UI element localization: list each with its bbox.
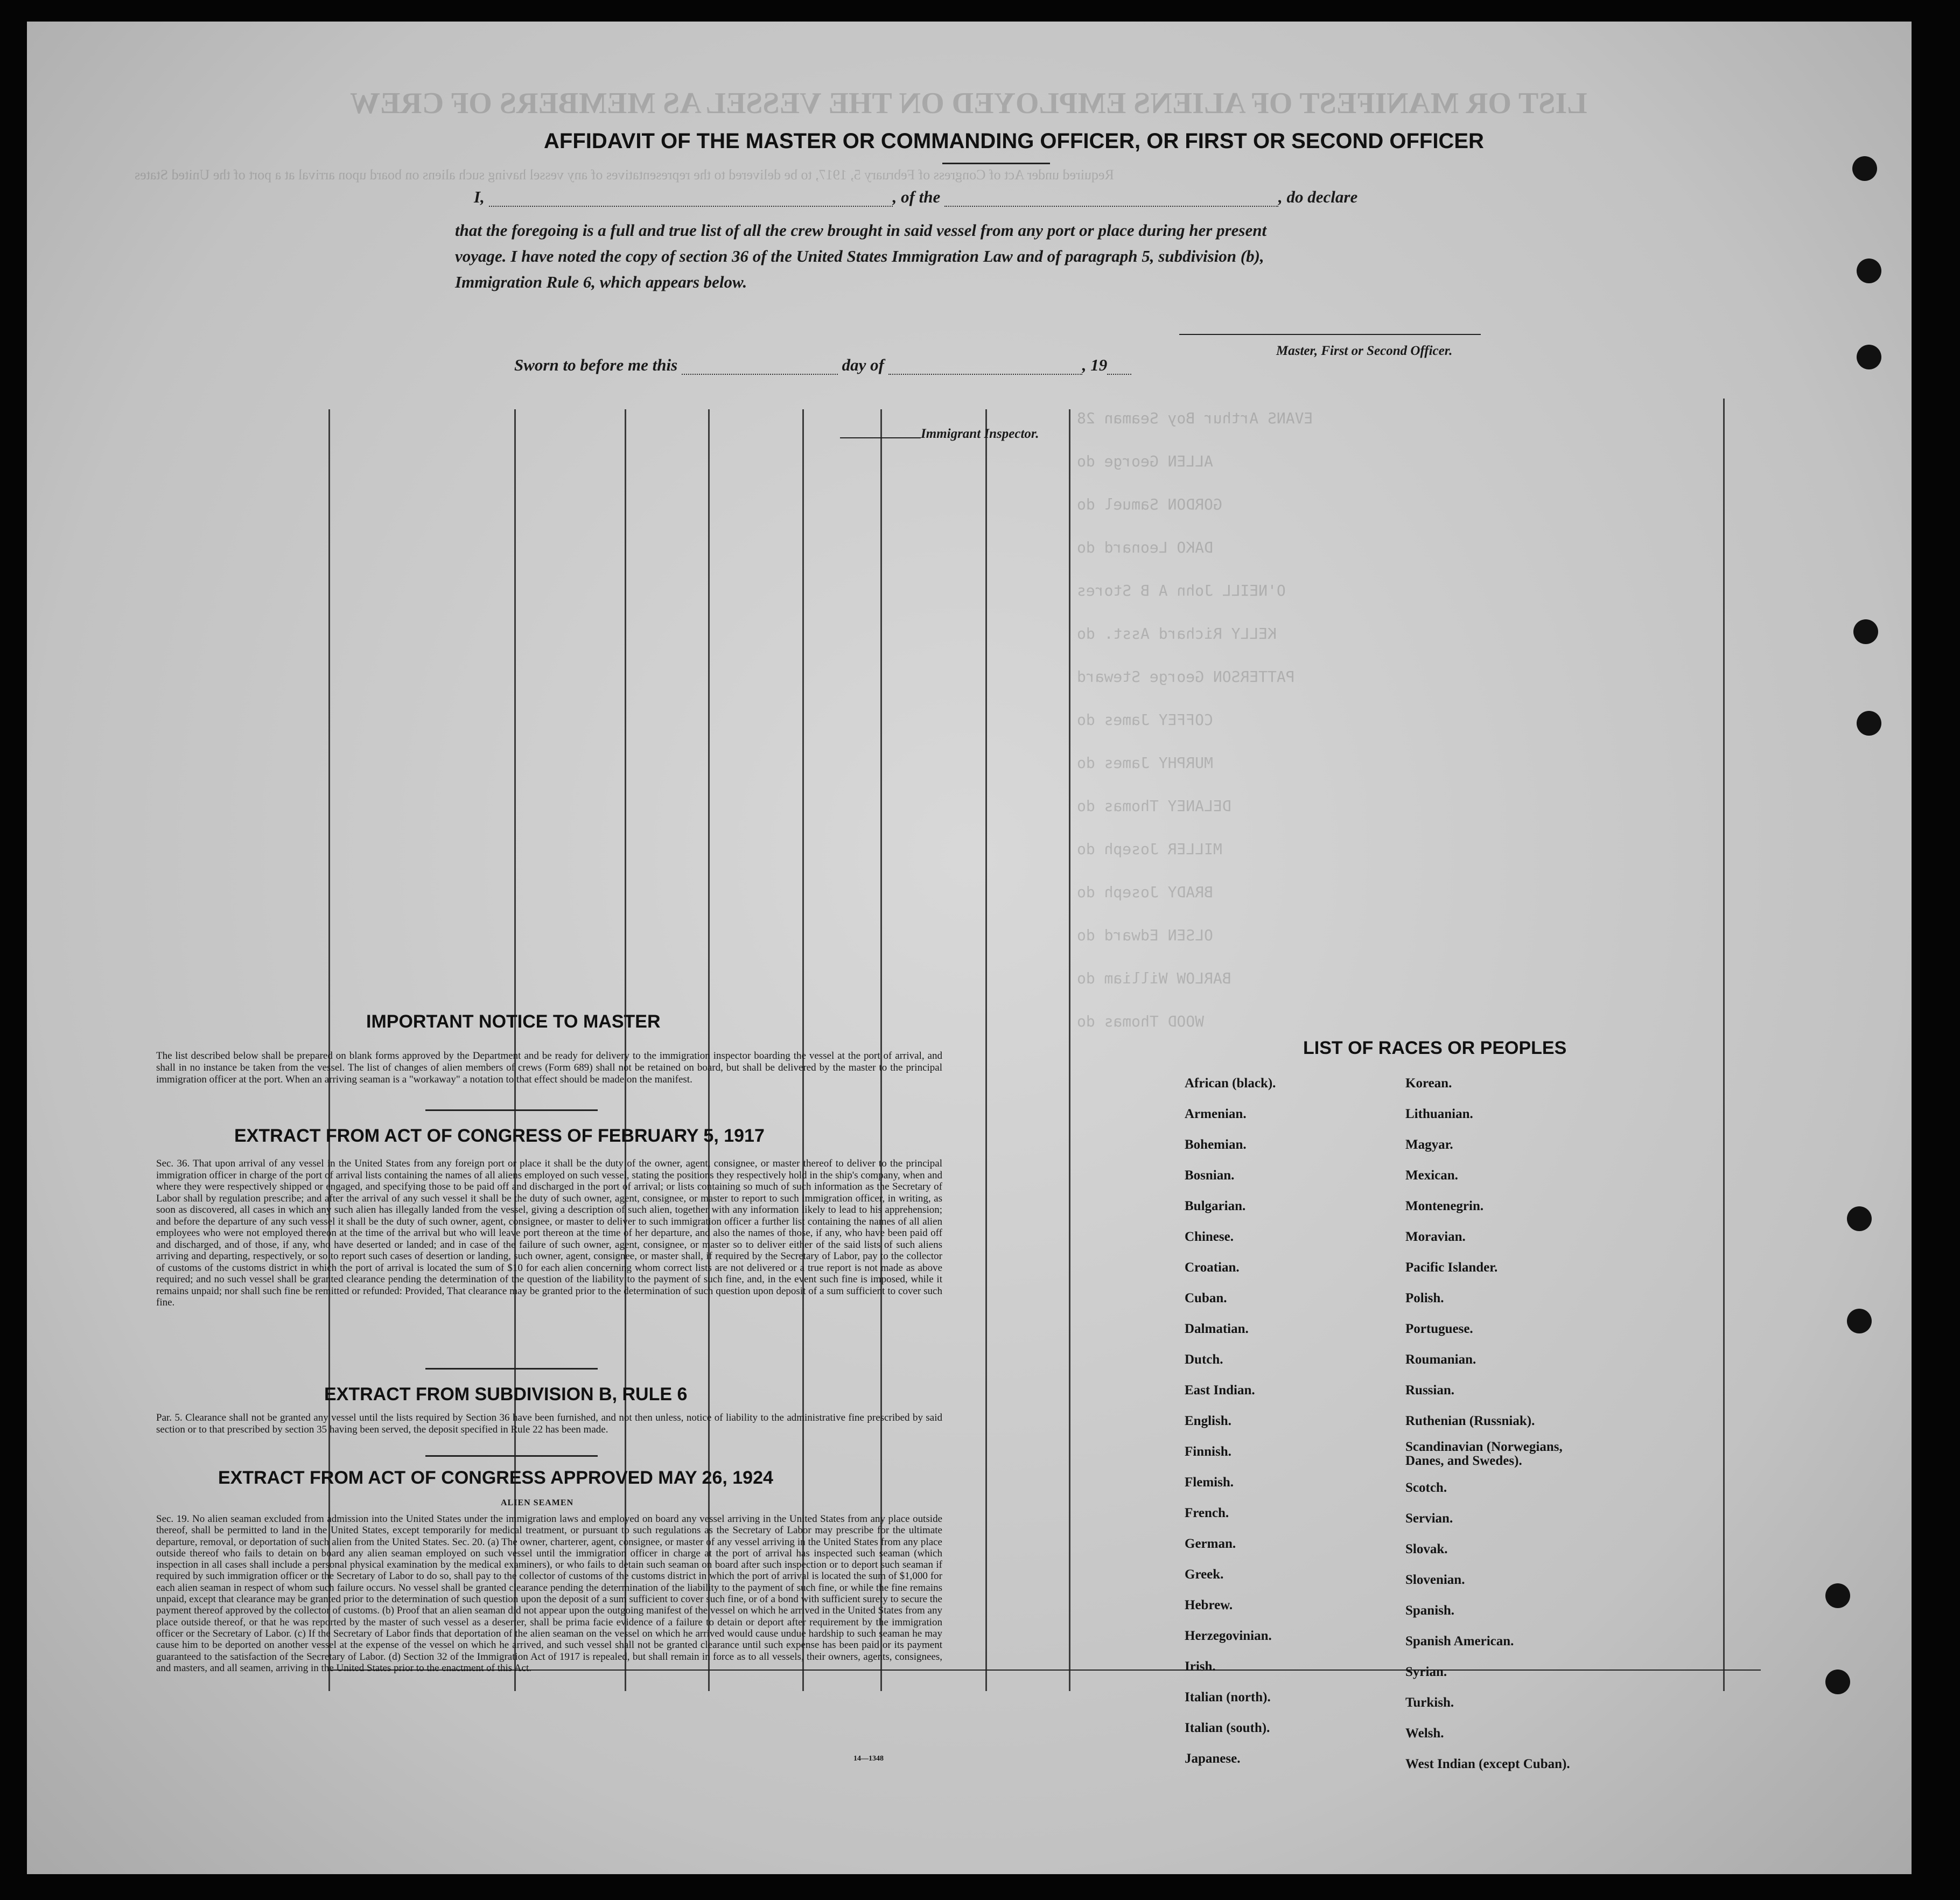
binder-hole	[1847, 1309, 1872, 1333]
races-title: LIST OF RACES OR PEOPLES	[1303, 1038, 1567, 1058]
race-item: Flemish.	[1185, 1475, 1234, 1490]
binder-hole	[1825, 1670, 1850, 1694]
race-item: Scandinavian (Norwegians, Danes, and Swedes).	[1405, 1440, 1563, 1468]
column-rule	[985, 409, 987, 1691]
affidavit-title-rule	[942, 163, 1050, 164]
race-item: Scotch.	[1405, 1480, 1447, 1495]
race-item: Cuban.	[1185, 1291, 1227, 1305]
bleed-through-subtitle: Required under Act of Congress of February 5, 1917, to be delivered to the representatives of any vessel having such aliens on board upon arrival at a port of the United States	[135, 167, 1114, 183]
binder-hole	[1852, 156, 1877, 181]
race-item: Greek.	[1185, 1567, 1224, 1582]
bleed-through-row: DAKO Leonard do	[1077, 539, 1213, 556]
notice-text: The list described below shall be prepared on blank forms approved by the Department and be ready for delivery to the immigration inspector boarding the vessel at the port of arrival, and shall in no instance be taken from the vessel. The list of changes of alien members of crews (Form 689) shall not be retained on board, but shall be delivered by the master to the principal immigration officer at the port. When an arriving seaman is a "workaway" a notation to that effect should be made on the manifest.	[156, 1050, 942, 1085]
race-item: Hebrew.	[1185, 1598, 1233, 1612]
binder-hole	[1857, 259, 1881, 283]
bleed-through-title: LIST OR MANIFEST OF ALIENS EMPLOYED ON THE VESSEL AS MEMBERS OF CREW	[350, 87, 1587, 120]
bleed-through-row: DELANEY Thomas do	[1077, 797, 1231, 815]
race-item: Bosnian.	[1185, 1168, 1235, 1183]
race-item: Bulgarian.	[1185, 1199, 1246, 1213]
bleed-through-row: MILLER Joseph do	[1077, 840, 1222, 858]
sworn-line: Sworn to before me this day of , 19	[514, 355, 1131, 375]
inspector-signature-label: Immigrant Inspector.	[921, 427, 1039, 441]
race-item: Dalmatian.	[1185, 1322, 1249, 1336]
race-item: Japanese.	[1185, 1751, 1241, 1766]
race-item: Mexican.	[1405, 1168, 1458, 1183]
race-item: French.	[1185, 1506, 1229, 1520]
binder-hole	[1847, 1206, 1872, 1231]
extract-rule6-text: Par. 5. Clearance shall not be granted any vessel until the lists required by Section 36 have been furnished, and not then unless, notice of liability to the administrative fine prescribed by said section or to that prescribed by section 35 having been served, the deposit specified in Rule 22 has been made.	[156, 1412, 942, 1435]
race-item: Servian.	[1405, 1511, 1453, 1526]
bleed-through-row: BARLOW William do	[1077, 969, 1231, 987]
binder-hole	[1825, 1583, 1850, 1608]
form-number: 14—1348	[853, 1755, 884, 1763]
column-rule	[1723, 399, 1725, 1691]
race-item: Korean.	[1405, 1076, 1452, 1091]
binder-hole	[1857, 711, 1881, 736]
race-item: Pacific Islander.	[1405, 1260, 1498, 1275]
master-signature-label: Master, First or Second Officer.	[1276, 344, 1453, 358]
race-item: Roumanian.	[1405, 1352, 1476, 1367]
race-item: Slovak.	[1405, 1542, 1448, 1556]
affidavit-title: AFFIDAVIT OF THE MASTER OR COMMANDING OFFICER, OR FIRST OR SECOND OFFICER	[544, 129, 1484, 153]
race-item: Chinese.	[1185, 1230, 1234, 1244]
bleed-through-row: PATTERSON George Steward	[1077, 668, 1295, 686]
race-item: Italian (south).	[1185, 1721, 1270, 1735]
bleed-through-row: EVANS Arthur Boy Seaman 28	[1077, 409, 1313, 427]
race-item: Irish.	[1185, 1659, 1216, 1674]
extract-1917-text: Sec. 36. That upon arrival of any vessel in the United States from any foreign port or place it shall be the duty of the owner, agent, consignee, or master thereof to deliver to the principal immigration officer in charge of the port of arrival lists containing the names of all aliens employed on such vessel, stating the positions they respectively hold in the ship's company, when and where they were respectively shipped or engaged, and specifying those to be paid off and discharged in the port of arrival; or lists containing so much of such information as the Secretary of Labor shall by regulation prescribe; and after the arrival of any such vessel it shall be the duty of such owner, agent, consignee, or master to report to such immigration officer, in writing, as soon as discovered, all cases in which any such alien has illegally landed from the vessel, giving a description of such alien, together with any information likely to lead to his apprehension; and before the departure of any such vessel it shall be the duty of such owner, agent, consignee, or master to deliver to such immigration officer a further list containing the names of all alien employees who were not employed thereon at the time of the arrival but who will leave port thereon at the time of her departure, and also the names of those, if any, who have been paid off and discharged, and of those, if any, who have deserted or landed; and in case of the failure of such owner, agent, consignee, or master so to deliver either of the said lists of such aliens arriving and departing, respectively, or so to report such cases of desertion or landing, such owner, agent, consignee, or master shall, if required by the Secretary of Labor, pay to the collector of customs of the customs district in which the port of arrival is located the sum of $10 for each alien concerning whom correct lists are not delivered or a true report is not made as above required; and no such vessel shall be granted clearance pending the determination of the question of the liability to the payment of such fine, and, in the event such fine is imposed, while it remains unpaid; nor shall such fine be remitted or refunded: Provided, That clearance may be granted prior to the determination of such question upon deposit of a sum sufficient to cover such fine.	[156, 1158, 942, 1308]
race-item: English.	[1185, 1414, 1231, 1428]
race-item: Italian (north).	[1185, 1690, 1271, 1705]
race-item: Ruthenian (Russniak).	[1405, 1414, 1535, 1428]
race-item: Welsh.	[1405, 1726, 1444, 1741]
extract-1924-title: EXTRACT FROM ACT OF CONGRESS APPROVED MAY 26, 1924	[218, 1468, 773, 1488]
bleed-through-row: WOOD Thomas do	[1077, 1012, 1205, 1030]
extract-1924-subheading: ALIEN SEAMEN	[501, 1498, 574, 1507]
notice-title: IMPORTANT NOTICE TO MASTER	[366, 1011, 661, 1032]
master-signature-line	[1179, 334, 1481, 335]
race-item: Portuguese.	[1405, 1322, 1473, 1336]
manifest-page	[27, 22, 1912, 1874]
race-item: Magyar.	[1405, 1137, 1453, 1152]
race-item: Croatian.	[1185, 1260, 1240, 1275]
extract-1917-title: EXTRACT FROM ACT OF CONGRESS OF FEBRUARY 5, 1917	[234, 1126, 765, 1146]
race-item: Bohemian.	[1185, 1137, 1247, 1152]
race-item: Polish.	[1405, 1291, 1444, 1305]
race-item: Russian.	[1405, 1383, 1455, 1398]
bleed-through-row: KELLY Richard Asst. do	[1077, 625, 1277, 642]
race-item: Syrian.	[1405, 1665, 1447, 1679]
race-item: Moravian.	[1405, 1230, 1466, 1244]
bleed-through-row: OLSEN Edward do	[1077, 926, 1213, 944]
bleed-through-row: COFFEY James do	[1077, 711, 1213, 729]
bleed-through-row: GORDON Samuel do	[1077, 495, 1222, 513]
race-item: Dutch.	[1185, 1352, 1223, 1367]
race-item: East Indian.	[1185, 1383, 1255, 1398]
affidavit-line-4: Immigration Rule 6, which appears below.	[455, 273, 747, 291]
race-item: Montenegrin.	[1405, 1199, 1484, 1213]
bleed-through-row: BRADY Joseph do	[1077, 883, 1213, 901]
race-item: Armenian.	[1185, 1107, 1247, 1121]
race-item: Slovenian.	[1405, 1573, 1465, 1587]
race-item: Spanish.	[1405, 1603, 1455, 1618]
binder-hole	[1857, 345, 1881, 369]
race-item: Turkish.	[1405, 1695, 1454, 1710]
inspector-signature-line	[840, 437, 921, 438]
race-item: German.	[1185, 1536, 1236, 1551]
race-item: Finnish.	[1185, 1444, 1231, 1459]
race-item: African (black).	[1185, 1076, 1276, 1091]
column-rule	[1069, 409, 1070, 1691]
bleed-through-row: MURPHY James do	[1077, 754, 1213, 772]
extract-rule6-title: EXTRACT FROM SUBDIVISION B, RULE 6	[324, 1384, 688, 1405]
race-item: Herzegovinian.	[1185, 1629, 1272, 1643]
affidavit-line-2: that the foregoing is a full and true list of all the crew brought in said vessel from any port or place during her present	[455, 221, 1267, 240]
bleed-through-row: O'NEILL John A B Stores	[1077, 582, 1286, 599]
race-item: West Indian (except Cuban).	[1405, 1757, 1570, 1771]
notice-rule	[425, 1109, 598, 1111]
affidavit-line-3: voyage. I have noted the copy of section 36 of the United States Immigration Law and of paragraph 5, subdivision (b),	[455, 247, 1264, 266]
affidavit-line-1: I, , of the , do declare	[474, 187, 1358, 206]
extract-1917-rule	[425, 1368, 598, 1370]
bleed-through-row: ALLEN George do	[1077, 452, 1213, 470]
extract-1924-text: Sec. 19. No alien seaman excluded from admission into the United States under the immigration laws and employed on board any vessel arriving in the United States from any place outside thereof, shall be permitted to land in the United States, except temporarily for medical treatment, or pursuant to such regulations as the Secretary of Labor may prescribe for the ultimate departure, removal, or deportation of such alien from the United States. Sec. 20. (a) The owner, charterer, agent, consignee, or master of any vessel arriving in the United States from any place outside thereof who fails to detain on board any alien seaman employed on such vessel until the immigration officer in charge at the port of arrival has inspected such seaman (which inspection in all cases shall include a personal physical examination by the medical examiners), or who fails to detain such seaman on board after such inspection or to deport such seaman if required by such immigration officer or the Secretary of Labor to do so, shall pay to the collector of customs of the customs district in which the port of arrival is located the sum of $1,000 for each alien seaman in respect of whom such failure occurs. No vessel shall be granted clearance pending the determination of the liability to the payment of such fine, or while the fine remains unpaid, except that clearance may be granted prior to the determination of such question upon the deposit of a sum sufficient to cover such fine, or of a bond with sufficient surety to secure the payment thereof approved by the collector of customs. (b) Proof that an alien seaman did not appear upon the outgoing manifest of the vessel on which he arrived in the United States from any place outside thereof, or that he was reported by the master of such vessel as a deserter, shall be prima facie evidence of a failure to detain or deport after requirement by the immigration officer or the Secretary of Labor. (c) If the Secretary of Labor finds that deportation of the alien seaman on the vessel on which he arrived would cause undue hardship to such seaman he may cause him to be deported on another vessel at the expense of the vessel on which he arrived, and such vessel shall not be granted clearance until such expense has been paid or its payment guaranteed to the satisfaction of the Secretary of Labor. (d) Section 32 of the Immigration Act of 1917 is repealed, but shall remain in force as to all vessels, their owners, agents, consignees, and masters, and all seamen, arriving in the United States prior to the enactment of this Act.	[156, 1513, 942, 1674]
race-item: Lithuanian.	[1405, 1107, 1473, 1121]
binder-hole	[1853, 619, 1878, 644]
extract-rule6-rule	[425, 1455, 598, 1457]
race-item: Spanish American.	[1405, 1634, 1514, 1648]
